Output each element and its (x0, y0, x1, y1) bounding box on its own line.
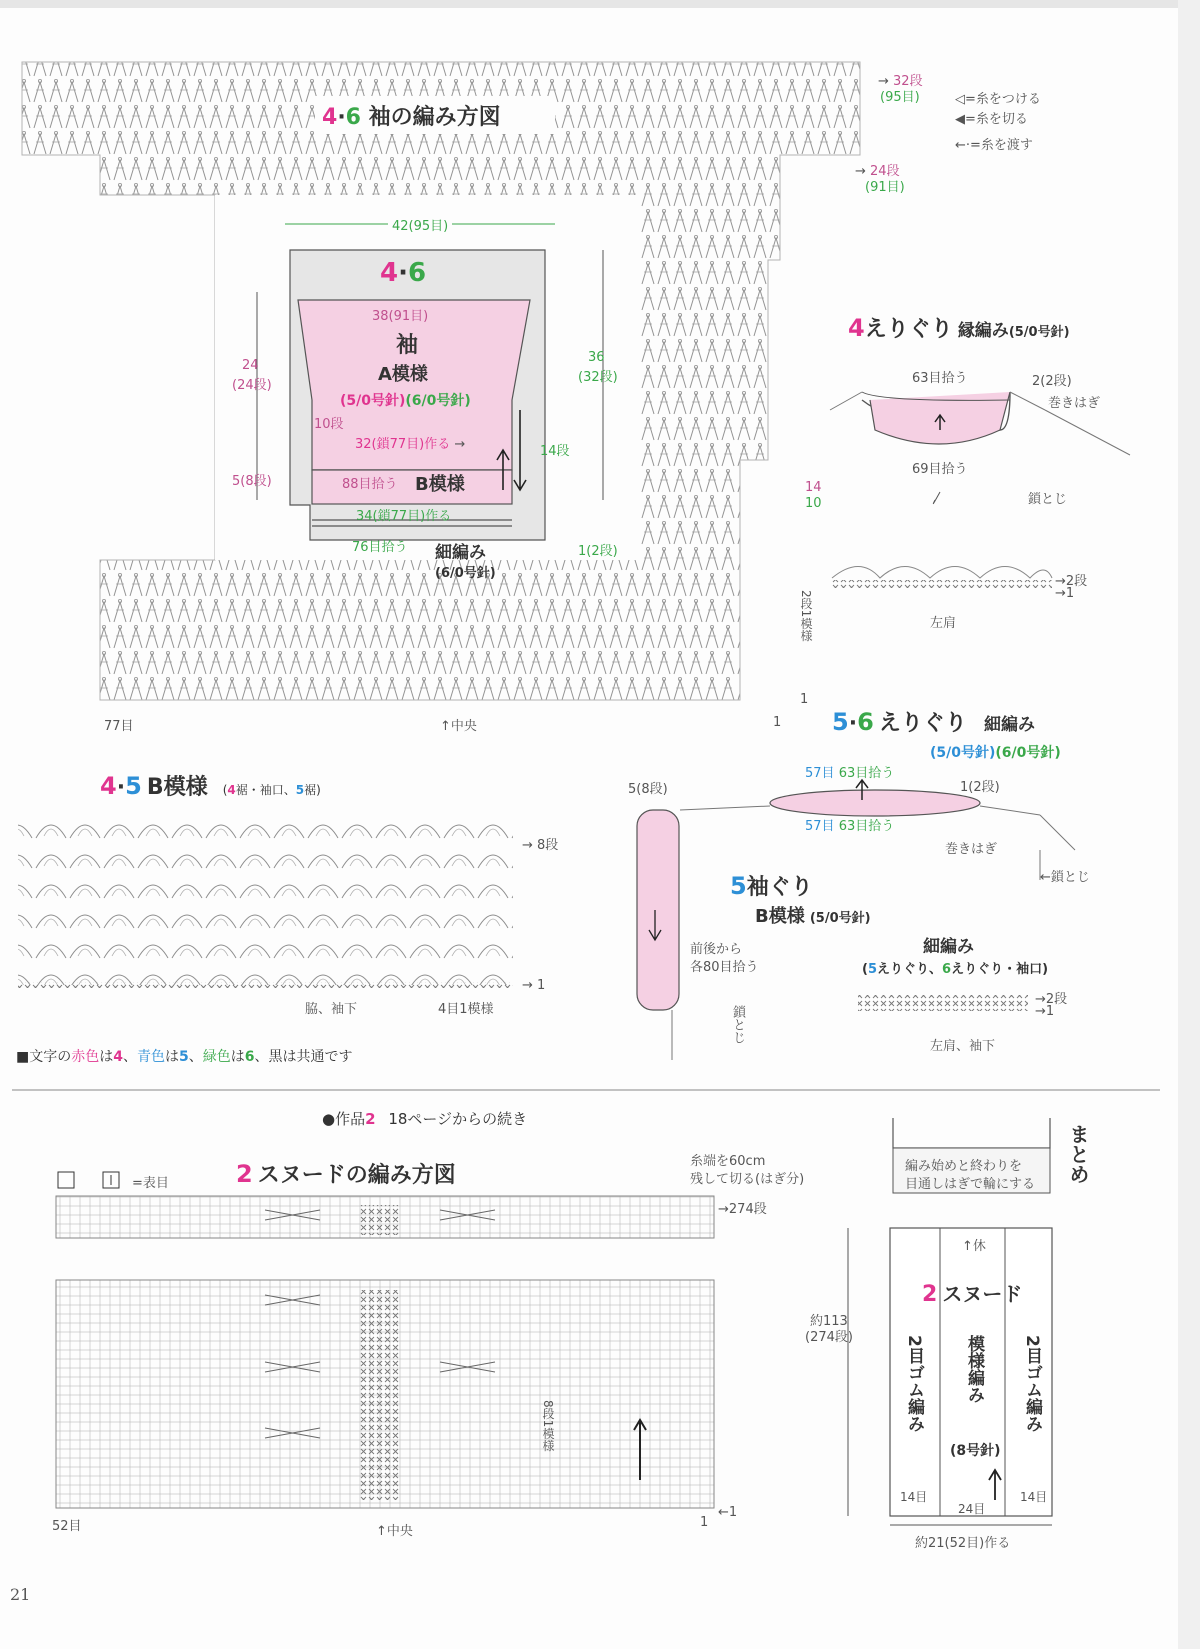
pattern-b-row1: → 1 (522, 978, 546, 993)
sleeve-title-num-b: 6 (345, 105, 361, 130)
color-note: ■文字の赤色は4、青色は5、緑色は6、黒は共通です (16, 1049, 353, 1065)
neck4-title: 4えりぐり 縁編み(5/0号針) (848, 314, 1070, 342)
finishing-note1: 編み始めと終わりを (905, 1159, 1023, 1174)
neck4-chain-close: 鎖とじ (1028, 492, 1068, 507)
sleeve-height-1: 1(2段) (578, 544, 618, 559)
row-14: 14 (805, 480, 822, 495)
neck56-pick-top: 57目 63目拾う (805, 766, 895, 781)
attach-icon: ◁ (955, 92, 965, 107)
neck4-pick69: 69目拾う (912, 462, 968, 477)
sleeve-title-text: 袖の編み方図 (368, 105, 501, 130)
row-10: 10 (805, 496, 822, 511)
single-crochet-note: (5えりぐり、6えりぐり・袖口) (862, 962, 1049, 977)
sleeve-chart-title (322, 100, 501, 131)
snood-rib-right: 2目ゴム編み (1022, 1335, 1042, 1432)
sleeve-center: ↑中央 (440, 719, 477, 734)
sleeve-title-num-a: 4 (322, 105, 338, 130)
single-crochet-shoulder: 左肩、袖下 (930, 1039, 996, 1054)
pattern-b-side: 脇、袖下 (305, 1002, 358, 1017)
snood-rib-left: 2目ゴム編み (904, 1335, 924, 1432)
sleeve-name: 袖 (396, 333, 419, 358)
sleeve-pattern-a: A模様 (378, 364, 428, 385)
neck56-chain-close: ←鎖とじ (1040, 870, 1090, 885)
snood-length-rows: (274段) (805, 1330, 853, 1345)
sleeve-height-36: 36 (588, 350, 605, 365)
armhole-pattern: B模様 (5/0号針) (755, 906, 871, 927)
row-32: → 32段 (878, 74, 923, 89)
snood-stitch-left: 52目 (52, 1519, 82, 1534)
finishing-box (893, 1118, 1050, 1148)
sleeve-stitch-left: 77目 (104, 719, 134, 734)
sleeve-chain-77b: 34(鎖77目)作る (356, 509, 452, 524)
single-crochet-row1: →1 (1035, 1004, 1055, 1019)
sleeve-title-dot: · (337, 105, 346, 130)
sleeve-rows-10: 10段 (314, 417, 344, 432)
armhole-pick: 前後から (690, 942, 743, 957)
neck4-left-shoulder: 左肩 (930, 616, 957, 631)
snood-length: 約113 (810, 1314, 848, 1329)
snood-rest: ↑休 (962, 1239, 986, 1254)
row-24: → 24段 (855, 164, 900, 179)
sleeve-pick-88: 88目拾う (342, 477, 398, 492)
pattern-b-row8: → 8段 (522, 838, 559, 853)
sleeve-single: 細編み (435, 543, 486, 563)
sleeve-needles: (5/0号針)(6/0号針) (340, 393, 471, 409)
snood-yarn-end2: 残して切る(はぎ分) (690, 1172, 805, 1187)
armhole-chain-close: 鎖とじ (730, 1005, 745, 1044)
work2-heading: ●作品2 18ページからの続き (322, 1110, 528, 1128)
pattern-b-title: 4·5 B模様 (4裾・袖口、5裾) (100, 772, 321, 800)
sleeve-height-24: 24 (242, 358, 259, 373)
neck56-whip: 巻きはぎ (945, 842, 998, 857)
snood-key: =表目 (132, 1176, 169, 1191)
sleeve-single-needle: (6/0号針) (435, 566, 496, 581)
neck56-title: 5·6 えりぐり 細編み (832, 708, 1035, 736)
neck4-row2: →2段 (1055, 574, 1088, 589)
page-right-edge (1178, 0, 1200, 1649)
snood-row1: ←1 (718, 1505, 738, 1520)
sleeve-schematic-num: 4·6 (380, 258, 427, 288)
single-crochet-row2: →2段 (1035, 992, 1068, 1007)
sleeve-inner-top: 38(91目) (372, 309, 429, 324)
finishing-note2: 目通しはぎで輪にする (905, 1177, 1036, 1192)
snood-center: ↑中央 (376, 1524, 413, 1539)
armhole-title: 5袖ぐり (730, 872, 813, 900)
snood-needle: (8号針) (950, 1443, 1001, 1459)
snood-w24: 24目 (958, 1502, 986, 1516)
neck4-stitch-row (832, 580, 1052, 588)
neck4-whip: 巻きはぎ (1048, 396, 1101, 411)
snood-pattern: 模様編み (964, 1335, 984, 1403)
snood-chart-title: 2 スヌードの編み方図 (236, 1160, 456, 1188)
neck56-band (770, 790, 980, 816)
armhole-pick2: 各80目拾う (690, 960, 759, 975)
snood-w14b: 14目 (1020, 1490, 1048, 1504)
row-32-stitches: (95目) (880, 90, 920, 105)
legend-attach: ◁=糸をつける (955, 92, 1041, 107)
neck4-rows2: 2(2段) (1032, 374, 1072, 389)
pattern-b-note: (4裾・袖口、5裾) (222, 783, 321, 797)
neck4-pick63: 63目拾う (912, 371, 968, 386)
page-top-edge (0, 0, 1200, 8)
row-1: 1 (800, 692, 809, 707)
sleeve-top-width: 42(95目) (388, 215, 452, 234)
snood-w14a: 14目 (900, 1490, 928, 1504)
sleeve-pick-76: 76目拾う (352, 540, 408, 555)
sleeve-height-24-rows: (24段) (232, 378, 272, 393)
snood-row274: →274段 (718, 1202, 767, 1217)
sleeve-rows-14: 14段 (540, 444, 570, 459)
armhole-band (637, 810, 679, 1010)
snood-total: 約21(52目)作る (915, 1536, 1011, 1551)
single-crochet-rows (858, 995, 1028, 1011)
row-2seg: 2段1模様 (799, 590, 813, 642)
pattern-b-chart (18, 815, 513, 985)
sleeve-chain-77a: 32(鎖77目)作る → (355, 437, 466, 452)
pattern-b-repeat: 4目1模様 (438, 1002, 494, 1017)
row-24-stitches: (91目) (865, 180, 905, 195)
snood-row8: 8段1模様 (541, 1400, 555, 1452)
single-crochet-title: 細編み (923, 937, 974, 957)
snood-stitch-right: 1 (700, 1515, 709, 1530)
carry-icon: ←· (955, 138, 971, 153)
neck56-rows1: 1(2段) (960, 780, 1000, 795)
neck56-needles: (5/0号針)(6/0号針) (930, 745, 1061, 761)
legend-cut: ◀=糸を切る (955, 112, 1028, 127)
neck4-row1: →1 (1055, 586, 1075, 601)
neck56-pick-bottom: 57目 63目拾う (805, 819, 895, 834)
sleeve-height-36-rows: (32段) (578, 370, 618, 385)
sleeve-pattern-b: B模様 (415, 474, 465, 495)
sleeve-stitch-right: 1 (773, 715, 782, 730)
snood-yarn-end: 糸端を60cm (690, 1154, 766, 1169)
legend-carry: ←·=糸を渡す (955, 138, 1033, 153)
armhole-rows: 5(8段) (628, 782, 668, 797)
finishing-title: まとめ (1066, 1124, 1090, 1184)
snood-name: 2 スヌード (922, 1282, 1023, 1307)
page-number: 21 (10, 1585, 31, 1604)
sleeve-height-5: 5(8段) (232, 474, 272, 489)
cut-icon: ◀ (955, 112, 965, 127)
